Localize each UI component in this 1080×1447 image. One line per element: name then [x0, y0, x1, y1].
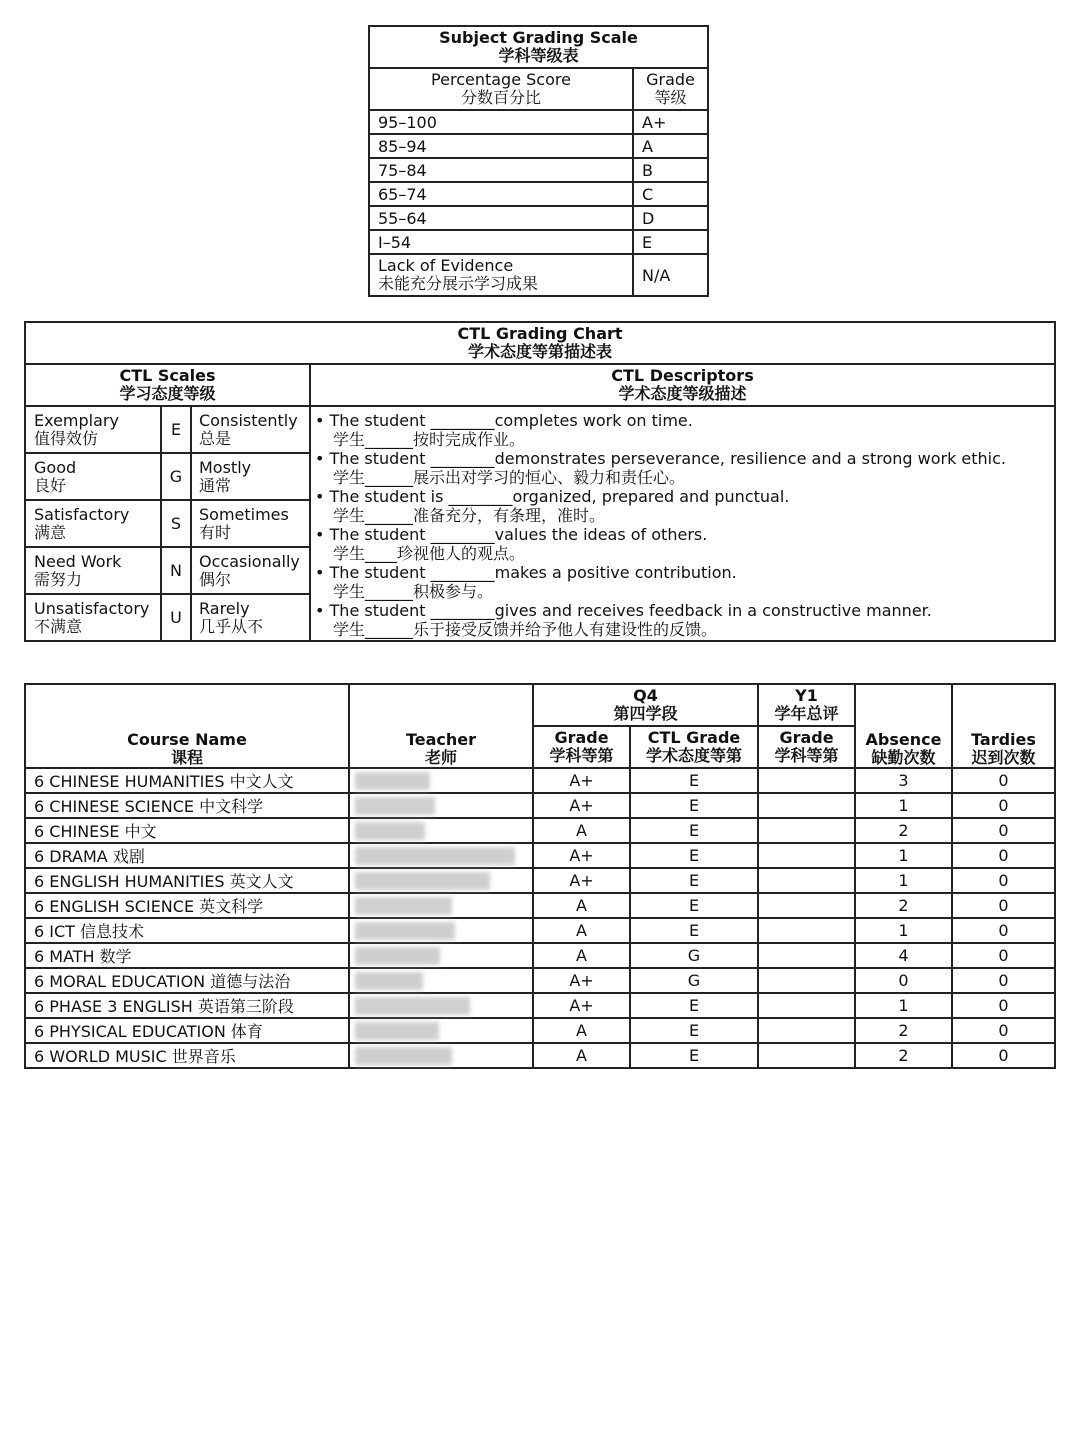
header-ctl-grade-en: CTL Grade — [647, 728, 741, 747]
ctl-level-name-en: Good — [34, 457, 77, 477]
ctl-scales-header-en: CTL Scales — [119, 366, 216, 385]
header-y1 — [758, 684, 855, 726]
grades-table — [24, 683, 1056, 1069]
ctl-level-frequency — [191, 594, 310, 641]
tardies-count: 0 — [952, 818, 1055, 843]
scale-row — [369, 134, 708, 158]
ctl-descriptor-en: • The student ________demonstrates perseverance, resilience and a strong work ethic. — [315, 449, 1006, 468]
table-row — [25, 893, 1055, 918]
q4-grade: A+ — [533, 968, 630, 993]
header-y1-grade-en: Grade — [779, 728, 834, 747]
header-course-en: Course Name — [127, 730, 247, 749]
header-teacher-en: Teacher — [405, 730, 477, 749]
absence-count: 2 — [855, 1018, 952, 1043]
scale-grade: E — [633, 230, 708, 254]
tardies-count: 0 — [952, 843, 1055, 868]
table-row — [25, 918, 1055, 943]
header-teacher — [349, 684, 533, 768]
header-teacher-zh: 老师 — [424, 748, 457, 767]
teacher-redacted — [349, 843, 533, 868]
ctl-grade: E — [630, 918, 758, 943]
absence-count: 1 — [855, 993, 952, 1018]
course-name: 6 MATH 数学 — [25, 943, 349, 968]
tardies-count: 0 — [952, 918, 1055, 943]
scale-lack-en: Lack of Evidence — [378, 256, 514, 275]
scale-score: 55–64 — [369, 206, 633, 230]
absence-count: 1 — [855, 843, 952, 868]
course-name: 6 ENGLISH SCIENCE 英文科学 — [25, 893, 349, 918]
absence-count: 2 — [855, 893, 952, 918]
scale-score: 65–74 — [369, 182, 633, 206]
ctl-level-code: S — [161, 500, 191, 547]
ctl-grade: E — [630, 843, 758, 868]
tardies-count: 0 — [952, 893, 1055, 918]
ctl-level-name-en: Need Work — [34, 551, 122, 571]
ctl-descriptor-zh: 学生______积极参与。 — [333, 582, 494, 601]
header-tardies — [952, 684, 1055, 768]
absence-count: 2 — [855, 1043, 952, 1068]
q4-grade: A+ — [533, 843, 630, 868]
ctl-level-frequency-zh: 偶尔 — [199, 569, 232, 589]
scale-row — [369, 206, 708, 230]
ctl-descriptor-en: • The student ________values the ideas of others. — [315, 525, 708, 544]
ctl-level-name — [25, 594, 161, 641]
ctl-level-name — [25, 406, 161, 453]
header-ctl-grade — [630, 726, 758, 768]
ctl-level-row — [25, 406, 1055, 453]
course-name: 6 CHINESE SCIENCE 中文科学 — [25, 793, 349, 818]
ctl-level-code: U — [161, 594, 191, 641]
ctl-descriptor-item — [315, 411, 1050, 449]
ctl-level-frequency-zh: 几乎从不 — [199, 616, 264, 636]
ctl-level-name — [25, 500, 161, 547]
table-row — [25, 968, 1055, 993]
table-row — [25, 1043, 1055, 1068]
header-q4 — [533, 684, 758, 726]
absence-count: 3 — [855, 768, 952, 793]
scale-lack-grade: N/A — [633, 254, 708, 296]
ctl-level-name-zh: 良好 — [34, 475, 67, 495]
ctl-title — [25, 322, 1055, 364]
y1-grade — [758, 943, 855, 968]
header-absence — [855, 684, 952, 768]
absence-count: 1 — [855, 868, 952, 893]
y1-grade — [758, 968, 855, 993]
scale-grade: A — [633, 134, 708, 158]
header-y1-zh: 学年总评 — [774, 704, 839, 723]
ctl-grade: E — [630, 868, 758, 893]
scale-grade: C — [633, 182, 708, 206]
ctl-descriptor-item — [315, 487, 1050, 525]
teacher-redacted — [349, 868, 533, 893]
ctl-level-frequency-zh: 通常 — [199, 475, 232, 495]
tardies-count: 0 — [952, 1018, 1055, 1043]
q4-grade: A — [533, 1018, 630, 1043]
scale-row — [369, 182, 708, 206]
ctl-level-frequency-en: Occasionally — [199, 551, 300, 571]
header-q4-grade-en: Grade — [554, 728, 609, 747]
header-course-zh: 课程 — [170, 748, 203, 767]
ctl-level-name-zh: 需努力 — [34, 569, 83, 589]
ctl-grade: E — [630, 893, 758, 918]
header-course — [25, 684, 349, 768]
ctl-level-frequency — [191, 547, 310, 594]
y1-grade — [758, 843, 855, 868]
q4-grade: A — [533, 1043, 630, 1068]
y1-grade — [758, 1018, 855, 1043]
teacher-redacted — [349, 818, 533, 843]
ctl-descriptor-zh: 学生______准备充分，有条理，准时。 — [333, 506, 606, 525]
teacher-redacted — [349, 768, 533, 793]
q4-grade: A+ — [533, 793, 630, 818]
absence-count: 4 — [855, 943, 952, 968]
ctl-descriptor-zh: 学生______乐于接受反馈并给予他人有建设性的反馈。 — [333, 620, 718, 639]
tardies-count: 0 — [952, 793, 1055, 818]
y1-grade — [758, 793, 855, 818]
ctl-scales-header-zh: 学习态度等级 — [119, 384, 216, 403]
scale-grade-header — [633, 68, 708, 110]
course-name: 6 ENGLISH HUMANITIES 英文人文 — [25, 868, 349, 893]
absence-count: 0 — [855, 968, 952, 993]
ctl-level-frequency-en: Consistently — [199, 410, 298, 430]
ctl-grade: E — [630, 1018, 758, 1043]
q4-grade: A — [533, 893, 630, 918]
ctl-level-frequency-en: Rarely — [199, 598, 250, 618]
scale-title — [369, 26, 708, 68]
scale-score-header-zh: 分数百分比 — [460, 88, 541, 107]
tardies-count: 0 — [952, 943, 1055, 968]
course-name: 6 PHYSICAL EDUCATION 体育 — [25, 1018, 349, 1043]
ctl-title-zh: 学术态度等第描述表 — [467, 342, 612, 361]
table-row — [25, 868, 1055, 893]
scale-lack-zh: 未能充分展示学习成果 — [378, 274, 539, 293]
ctl-descriptors-header — [310, 364, 1055, 406]
header-y1-grade-zh: 学科等第 — [774, 746, 839, 765]
teacher-redacted — [349, 993, 533, 1018]
tardies-count: 0 — [952, 1043, 1055, 1068]
header-q4-en: Q4 — [633, 686, 658, 705]
header-absence-zh: 缺勤次数 — [871, 748, 936, 767]
q4-grade: A+ — [533, 868, 630, 893]
course-name: 6 CHINESE 中文 — [25, 818, 349, 843]
ctl-descriptors-header-zh: 学术态度等级描述 — [618, 384, 747, 403]
header-q4-zh: 第四学段 — [613, 704, 678, 723]
ctl-level-frequency-en: Sometimes — [199, 504, 289, 524]
table-row — [25, 943, 1055, 968]
table-row — [25, 768, 1055, 793]
ctl-level-name-en: Unsatisfactory — [34, 598, 150, 618]
scale-row — [369, 230, 708, 254]
ctl-descriptor-item — [315, 563, 1050, 601]
ctl-descriptor-item — [315, 601, 1050, 639]
course-name: 6 MORAL EDUCATION 道德与法治 — [25, 968, 349, 993]
y1-grade — [758, 768, 855, 793]
header-tardies-zh: 迟到次数 — [971, 748, 1036, 767]
teacher-redacted — [349, 918, 533, 943]
q4-grade: A — [533, 918, 630, 943]
table-row — [25, 818, 1055, 843]
scale-score: 95–100 — [369, 110, 633, 134]
tardies-count: 0 — [952, 968, 1055, 993]
ctl-grading-chart-table — [24, 321, 1056, 642]
ctl-level-code: G — [161, 453, 191, 500]
scale-score: 85–94 — [369, 134, 633, 158]
ctl-grade: G — [630, 943, 758, 968]
q4-grade: A — [533, 943, 630, 968]
ctl-descriptors-list — [310, 406, 1055, 641]
absence-count: 1 — [855, 793, 952, 818]
course-name: 6 DRAMA 戏剧 — [25, 843, 349, 868]
ctl-level-name-zh: 满意 — [34, 522, 67, 542]
ctl-grade: E — [630, 793, 758, 818]
ctl-descriptors-header-en: CTL Descriptors — [611, 366, 754, 385]
scale-grade-header-en: Grade — [646, 70, 695, 89]
q4-grade: A+ — [533, 993, 630, 1018]
q4-grade: A+ — [533, 768, 630, 793]
ctl-level-name-zh: 不满意 — [34, 616, 83, 636]
absence-count: 1 — [855, 918, 952, 943]
ctl-descriptor-item — [315, 525, 1050, 563]
scale-title-en: Subject Grading Scale — [439, 28, 638, 47]
ctl-level-name — [25, 547, 161, 594]
header-y1-grade — [758, 726, 855, 768]
scale-score-header-en: Percentage Score — [431, 70, 571, 89]
scale-score: I–54 — [369, 230, 633, 254]
teacher-redacted — [349, 968, 533, 993]
ctl-descriptor-en: • The student ________completes work on time. — [315, 411, 693, 430]
table-row — [25, 793, 1055, 818]
y1-grade — [758, 818, 855, 843]
scale-lack-label — [369, 254, 633, 296]
ctl-grade: E — [630, 993, 758, 1018]
ctl-level-code: N — [161, 547, 191, 594]
scale-row-lack — [369, 254, 708, 296]
table-row — [25, 993, 1055, 1018]
ctl-level-frequency — [191, 453, 310, 500]
ctl-level-name-en: Exemplary — [34, 410, 119, 430]
scale-row — [369, 110, 708, 134]
scale-grade: A+ — [633, 110, 708, 134]
header-tardies-en: Tardies — [971, 730, 1036, 749]
ctl-grade: E — [630, 818, 758, 843]
teacher-redacted — [349, 893, 533, 918]
teacher-redacted — [349, 1043, 533, 1068]
y1-grade — [758, 993, 855, 1018]
scale-score-header — [369, 68, 633, 110]
tardies-count: 0 — [952, 768, 1055, 793]
scale-score: 75–84 — [369, 158, 633, 182]
header-q4-grade-zh: 学科等第 — [549, 746, 614, 765]
scale-row — [369, 158, 708, 182]
ctl-descriptor-zh: 学生______展示出对学习的恒心、毅力和责任心。 — [333, 468, 686, 487]
scale-title-zh: 学科等级表 — [498, 46, 579, 65]
ctl-level-frequency-zh: 有时 — [199, 522, 232, 542]
ctl-level-name-en: Satisfactory — [34, 504, 130, 524]
header-q4-grade — [533, 726, 630, 768]
ctl-level-code: E — [161, 406, 191, 453]
ctl-level-name-zh: 值得效仿 — [34, 428, 99, 448]
y1-grade — [758, 893, 855, 918]
tardies-count: 0 — [952, 868, 1055, 893]
ctl-descriptor-en: • The student ________makes a positive contribution. — [315, 563, 737, 582]
course-name: 6 PHASE 3 ENGLISH 英语第三阶段 — [25, 993, 349, 1018]
teacher-redacted — [349, 793, 533, 818]
ctl-descriptor-en: • The student ________gives and receives feedback in a constructive manner. — [315, 601, 932, 620]
scale-grade-header-zh: 等级 — [654, 88, 687, 107]
ctl-descriptor-zh: 学生______按时完成作业。 — [333, 430, 526, 449]
header-absence-en: Absence — [865, 730, 942, 749]
y1-grade — [758, 868, 855, 893]
scale-grade: B — [633, 158, 708, 182]
ctl-level-name — [25, 453, 161, 500]
ctl-level-frequency-en: Mostly — [199, 457, 252, 477]
ctl-descriptor-en: • The student is ________organized, prepared and punctual. — [315, 487, 790, 506]
ctl-level-frequency — [191, 500, 310, 547]
table-row — [25, 843, 1055, 868]
ctl-level-frequency — [191, 406, 310, 453]
course-name: 6 ICT 信息技术 — [25, 918, 349, 943]
ctl-level-frequency-zh: 总是 — [199, 428, 232, 448]
course-name: 6 WORLD MUSIC 世界音乐 — [25, 1043, 349, 1068]
tardies-count: 0 — [952, 993, 1055, 1018]
header-ctl-grade-zh: 学术态度等第 — [645, 746, 742, 765]
ctl-title-en: CTL Grading Chart — [457, 324, 623, 343]
teacher-redacted — [349, 943, 533, 968]
q4-grade: A — [533, 818, 630, 843]
ctl-grade: G — [630, 968, 758, 993]
y1-grade — [758, 1043, 855, 1068]
y1-grade — [758, 918, 855, 943]
absence-count: 2 — [855, 818, 952, 843]
scale-grade: D — [633, 206, 708, 230]
ctl-grade: E — [630, 1043, 758, 1068]
teacher-redacted — [349, 1018, 533, 1043]
ctl-descriptor-zh: 学生____珍视他人的观点。 — [333, 544, 526, 563]
ctl-descriptor-item — [315, 449, 1050, 487]
table-row — [25, 1018, 1055, 1043]
ctl-grade: E — [630, 768, 758, 793]
ctl-scales-header — [25, 364, 310, 406]
header-y1-en: Y1 — [795, 686, 818, 705]
subject-grading-scale-table — [368, 25, 709, 297]
course-name: 6 CHINESE HUMANITIES 中文人文 — [25, 768, 349, 793]
